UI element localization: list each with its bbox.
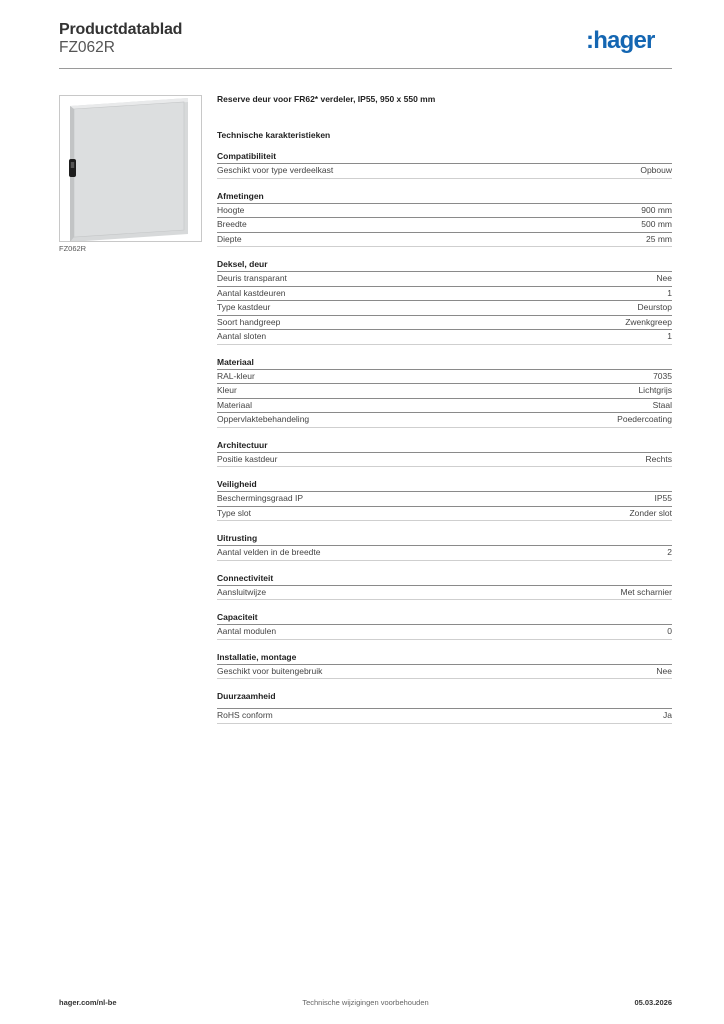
spec-group-title: Installatie, montage	[217, 651, 297, 662]
spec-content	[217, 94, 672, 724]
spec-group	[217, 572, 672, 601]
spec-row	[217, 163, 672, 179]
spec-row	[217, 383, 672, 398]
spec-row	[217, 300, 672, 315]
spec-value: 25 mm	[646, 233, 672, 244]
spec-row	[217, 369, 672, 384]
spec-value: 0	[667, 626, 672, 636]
spec-group	[217, 611, 672, 640]
spec-row	[217, 203, 672, 218]
spec-rows	[217, 708, 672, 724]
spec-value: 1	[667, 287, 672, 298]
spec-label: Diepte	[217, 233, 242, 244]
document-subtitle: FZ062R	[59, 39, 115, 56]
spec-row	[217, 329, 672, 345]
spec-group	[217, 439, 672, 468]
spec-label: Geschikt voor type verdeelkast	[217, 165, 334, 175]
product-description: Reserve deur voor FR62* verdeler, IP55, 950 x 550 mm	[217, 94, 436, 104]
spec-group-title: Architectuur	[217, 439, 268, 450]
footer-date: 05.03.2026	[634, 998, 672, 1007]
spec-groups	[217, 150, 672, 724]
spec-group	[217, 150, 672, 179]
spec-group-title: Deksel, deur	[217, 259, 268, 269]
spec-group	[217, 356, 672, 428]
spec-label: Type slot	[217, 507, 252, 518]
spec-value: Nee	[656, 665, 672, 676]
spec-group	[217, 258, 672, 345]
spec-label: Aantal modulen	[217, 626, 277, 636]
page-header	[59, 20, 672, 68]
spec-group	[217, 532, 672, 561]
spec-label: Type kastdeur	[217, 302, 271, 312]
spec-rows	[217, 624, 672, 640]
spec-group-title: Materiaal	[217, 356, 254, 367]
header-divider	[59, 68, 672, 69]
spec-label: Hoogte	[217, 204, 245, 215]
spec-label: Materiaal	[217, 399, 252, 410]
spec-label: Positie kastdeur	[217, 453, 278, 464]
spec-group-title: Afmetingen	[217, 190, 264, 201]
spec-label: Kleur	[217, 385, 237, 395]
spec-row	[217, 585, 672, 601]
spec-value: Opbouw	[640, 165, 672, 175]
spec-rows	[217, 271, 672, 345]
spec-rows	[217, 452, 672, 468]
spec-label: Aantal velden in de breedte	[217, 547, 321, 557]
spec-label: Geschikt voor buitengebruik	[217, 665, 323, 676]
spec-group-title: Veiligheid	[217, 479, 257, 489]
spec-label: Breedte	[217, 219, 247, 229]
door-panel-image	[60, 96, 201, 241]
spec-value: 7035	[653, 370, 672, 381]
spec-label: Oppervlaktebehandeling	[217, 414, 310, 424]
spec-value: 900 mm	[641, 204, 672, 215]
hager-logo	[586, 26, 672, 56]
spec-value: 1	[667, 331, 672, 341]
footer-notice: Technische wijzigingen voorbehouden	[302, 998, 429, 1007]
product-image-caption: FZ062R	[59, 244, 87, 253]
spec-value: Rechts	[645, 453, 672, 464]
spec-row	[217, 545, 672, 561]
spec-rows	[217, 664, 672, 680]
spec-value: Deurstop	[637, 302, 672, 312]
spec-value: Zonder slot	[629, 507, 672, 518]
spec-group-title: Connectiviteit	[217, 572, 274, 583]
spec-row	[217, 452, 672, 468]
spec-label: Deuris transparant	[217, 273, 287, 283]
spec-group	[217, 190, 672, 248]
spec-value: 2	[667, 547, 672, 557]
spec-rows	[217, 203, 672, 248]
section-heading: Technische karakteristieken	[217, 130, 331, 140]
spec-value: Nee	[656, 273, 672, 283]
spec-value: Ja	[663, 710, 672, 720]
spec-row	[217, 506, 672, 522]
spec-row	[217, 491, 672, 506]
spec-row	[217, 286, 672, 301]
spec-group	[217, 478, 672, 521]
spec-label: Aantal sloten	[217, 331, 267, 341]
spec-label: Aantal kastdeuren	[217, 287, 286, 298]
spec-value: Poedercoating	[617, 414, 672, 424]
spec-group	[217, 651, 672, 680]
spec-label: Soort handgreep	[217, 316, 281, 327]
product-image	[59, 95, 202, 242]
spec-rows	[217, 369, 672, 428]
svg-text::hager: :hager	[586, 27, 655, 54]
spec-value: Lichtgrijs	[638, 385, 672, 395]
spec-row	[217, 232, 672, 248]
spec-value: IP55	[654, 493, 672, 503]
document-title: Productdatablad	[59, 21, 183, 38]
spec-value: Zwenkgreep	[625, 316, 672, 327]
footer-website-link[interactable]: hager.com/nl-be	[59, 998, 117, 1007]
spec-label: RAL-kleur	[217, 370, 255, 381]
spec-label: Aansluitwijze	[217, 586, 267, 597]
spec-row	[217, 217, 672, 232]
spec-row	[217, 412, 672, 428]
spec-group-title: Capaciteit	[217, 612, 258, 622]
spec-value: 500 mm	[641, 219, 672, 229]
spec-rows	[217, 163, 672, 179]
spec-row	[217, 624, 672, 640]
spec-value: Staal	[652, 399, 672, 410]
spec-label: Beschermingsgraad IP	[217, 493, 303, 503]
spec-row	[217, 664, 672, 680]
spec-rows	[217, 545, 672, 561]
spec-value: Met scharnier	[620, 586, 672, 597]
spec-row	[217, 398, 672, 413]
spec-group-title: Compatibiliteit	[217, 151, 277, 161]
spec-group-title: Duurzaamheid	[217, 691, 276, 701]
spec-rows	[217, 491, 672, 521]
spec-row	[217, 271, 672, 286]
spec-label: RoHS conform	[217, 710, 273, 720]
spec-row	[217, 315, 672, 330]
spec-group	[217, 690, 672, 724]
spec-group-title: Uitrusting	[217, 533, 258, 543]
spec-rows	[217, 585, 672, 601]
spec-row	[217, 708, 672, 724]
